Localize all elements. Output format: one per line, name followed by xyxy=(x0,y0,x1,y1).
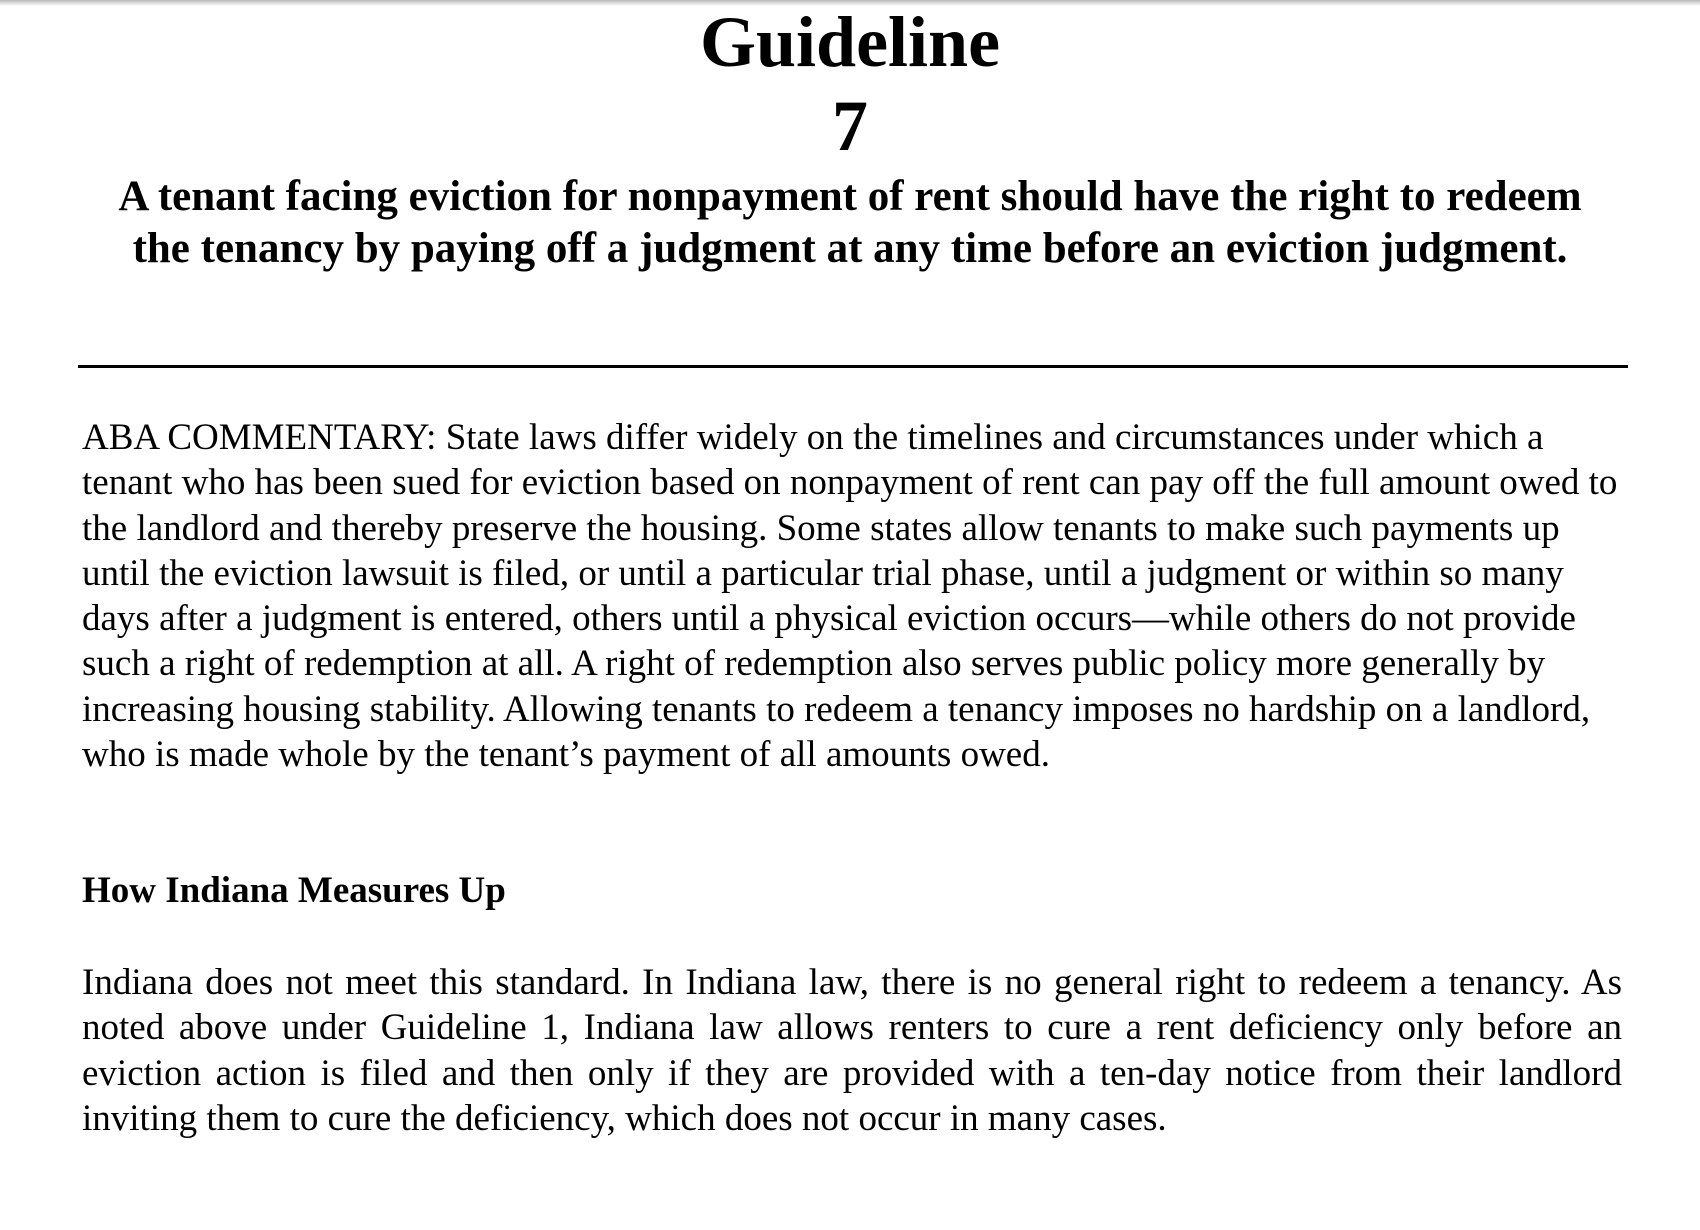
guideline-title: Guideline xyxy=(699,2,1001,82)
guideline-statement: A tenant facing eviction for nonpayment of rent should have the right to redeem the tenancy by paying off a judgment at any time before an eviction judgment. xyxy=(118,173,1582,272)
aba-commentary-paragraph: ABA COMMENTARY: State laws differ widely on the timelines and circumstances under which a tenant who has been sued for eviction based on nonpayment of rent can pay off the full amount owed to the landlord and thereby preserve the housing. Some states allow tenants to make such payments up until the eviction lawsuit is filed, or until a particular trial phase, until a judgment or within so many days after a judgment is entered, others until a physical eviction occurs—while others do not provide such a right of redemption at all. A right of redemption also serves public policy more generally by increasing housing stability. Allowing tenants to redeem a tenancy imposes no hardship on a landlord, who is made whole by the tenant’s payment of all amounts owed. xyxy=(82,417,1618,776)
horizontal-divider xyxy=(78,365,1628,368)
indiana-assessment-paragraph: Indiana does not meet this standard. In Indiana law, there is no general right to redeem a tenancy. As noted above under Guideline 1, Indiana law allows renters to cure a rent deficiency only before an eviction action is filed and then only if they are provided with a ten-day notice from their landlord inviting them to cure the deficiency, which does not occur in many cases. xyxy=(82,962,1622,1139)
guideline-number: 7 xyxy=(832,86,868,166)
section-heading: How Indiana Measures Up xyxy=(82,870,506,911)
